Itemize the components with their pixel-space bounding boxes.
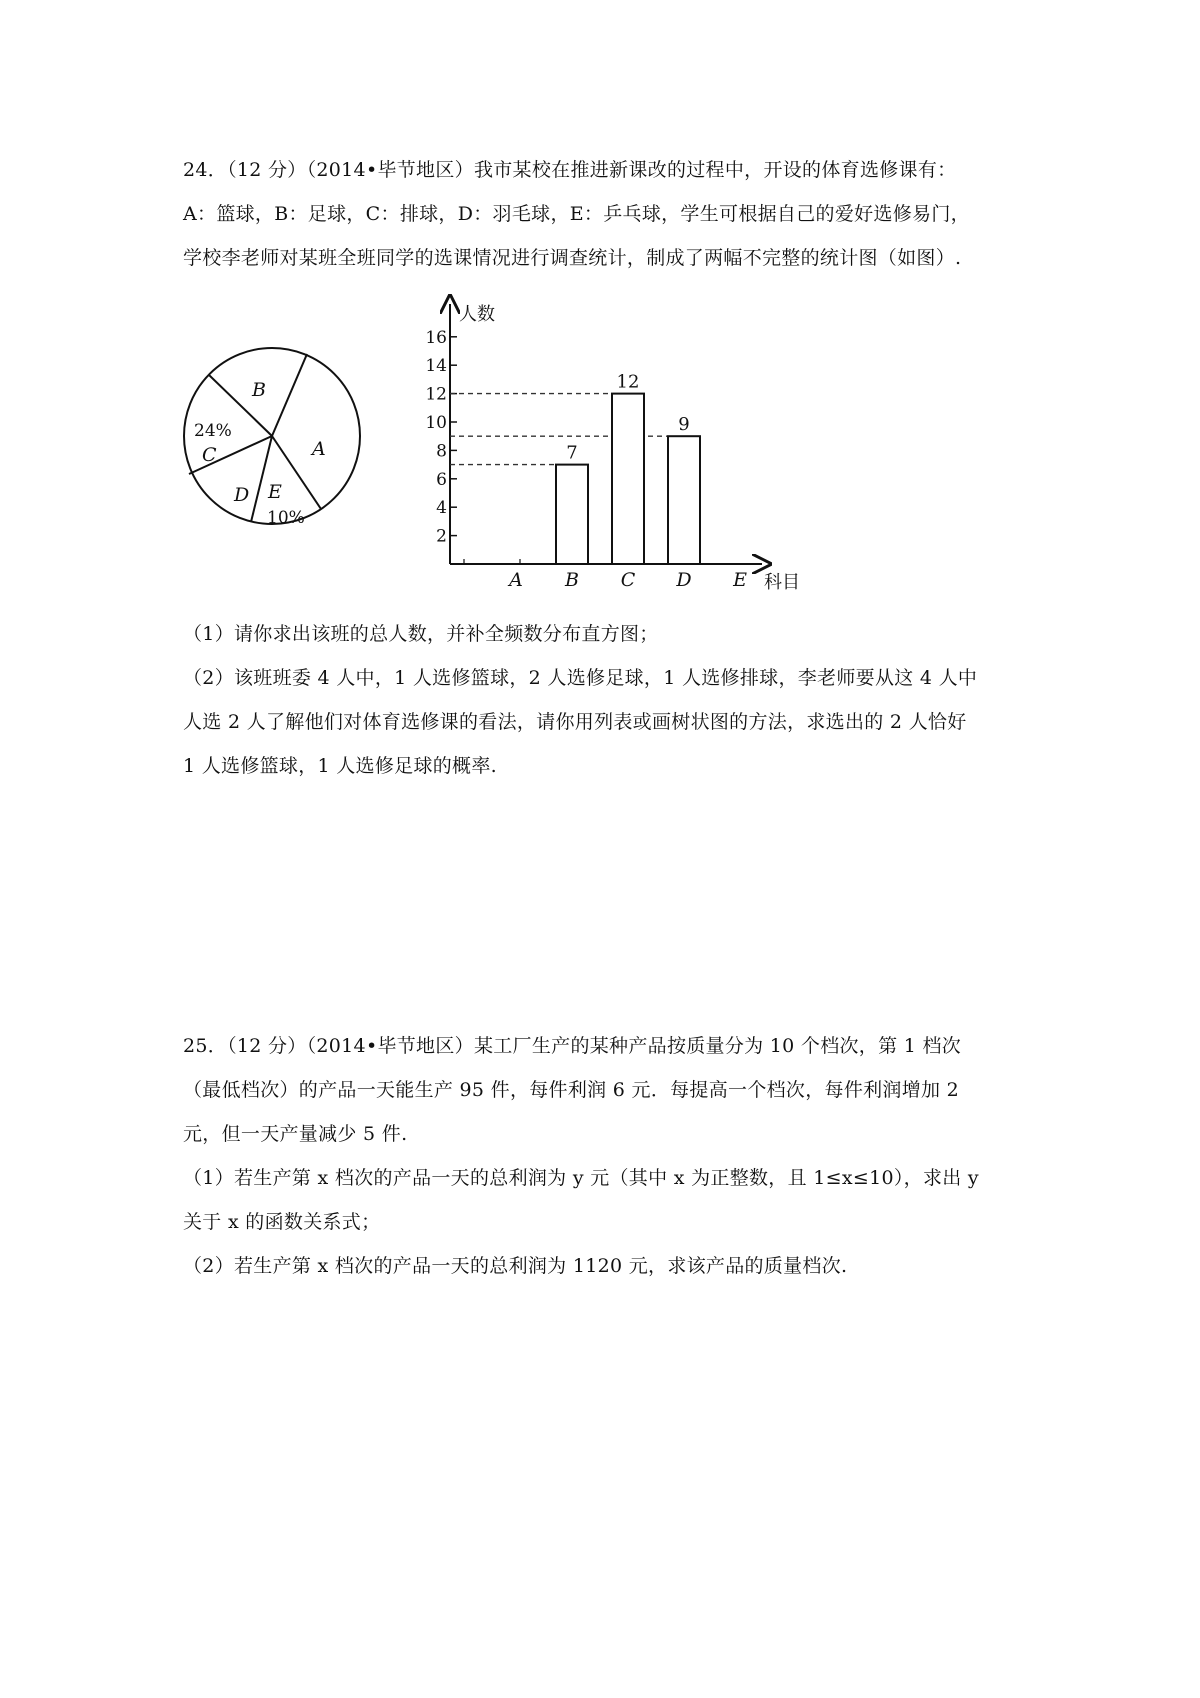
pie-label-a: A [312, 438, 326, 460]
pie-pct-e: 10% [267, 508, 305, 528]
y-tick-label: 2 [436, 526, 447, 547]
pie-label-e: E [268, 481, 282, 503]
bar-data-label: 12 [616, 371, 640, 393]
pie-chart [178, 343, 378, 543]
x-category-label: A [509, 569, 523, 591]
y-tick-label: 12 [425, 384, 447, 405]
y-tick-label: 16 [425, 327, 447, 348]
pie-pct-c: 24% [194, 421, 232, 441]
q25-line3: 元，但一天产量减少 5 件. [183, 1123, 408, 1145]
y-axis-label: 人数 [459, 304, 495, 325]
q25-line2: （最低档次）的产品一天能生产 95 件，每件利润 6 元．每提高一个档次，每件利润增加 2 [183, 1079, 960, 1101]
q24-part1: （1）请你求出该班的总人数，并补全频数分布直方图； [183, 623, 659, 645]
q24-line1: 24．（12 分）（2014•毕节地区）我市某校在推进新课改的过程中，开设的体育选修课有： [183, 159, 957, 181]
pie-label-b: B [252, 379, 266, 401]
q24-part2-line2: 人选 2 人了解他们对体育选修课的看法，请你用列表或画树状图的方法，求选出的 2 人恰好 [183, 711, 967, 733]
x-category-label: C [620, 569, 636, 591]
y-tick-label: 10 [425, 413, 447, 433]
q25-part2: （2）若生产第 x 档次的产品一天的总利润为 1120 元，求该产品的质量档次. [183, 1255, 848, 1277]
q25-line1: 25．（12 分）（2014•毕节地区）某工厂生产的某种产品按质量分为 10 个档次，第 1 档次 [183, 1035, 962, 1057]
bar-D [668, 436, 700, 564]
pie-divider-ab [272, 354, 307, 436]
bar-B [556, 465, 588, 564]
x-category-label: E [733, 569, 747, 591]
q25-part1-line2: 关于 x 的函数关系式； [183, 1211, 381, 1233]
pie-label-c: C [202, 444, 217, 466]
y-tick-label: 8 [436, 441, 447, 462]
q25-part1-line1: （1）若生产第 x 档次的产品一天的总利润为 y 元（其中 x 为正整数，且 1≤x≤10），求出 y [183, 1167, 979, 1189]
bar-data-label: 9 [678, 414, 690, 436]
x-axis-label: 科目 [764, 572, 800, 593]
q24-line2: A：篮球，B：足球，C：排球，D：羽毛球，E：乒乓球，学生可根据自己的爱好选修易门， [183, 203, 970, 225]
bar-chart [425, 298, 810, 598]
y-tick-label: 6 [436, 469, 447, 490]
x-category-label: B [565, 569, 579, 591]
bar-data-label: 7 [566, 442, 578, 464]
y-tick-label: 4 [436, 498, 447, 519]
q24-part2-line3: 1 人选修篮球，1 人选修足球的概率. [183, 755, 497, 777]
y-tick-label: 14 [425, 356, 447, 377]
q24-line3: 学校李老师对某班全班同学的选课情况进行调查统计，制成了两幅不完整的统计图（如图）. [183, 247, 962, 269]
x-category-label: D [676, 569, 692, 591]
bar-C [612, 394, 644, 564]
q24-part2-line1: （2）该班班委 4 人中，1 人选修篮球，2 人选修足球，1 人选修排球，李老师要从这 4 人中 [183, 667, 978, 689]
pie-label-d: D [234, 484, 250, 506]
